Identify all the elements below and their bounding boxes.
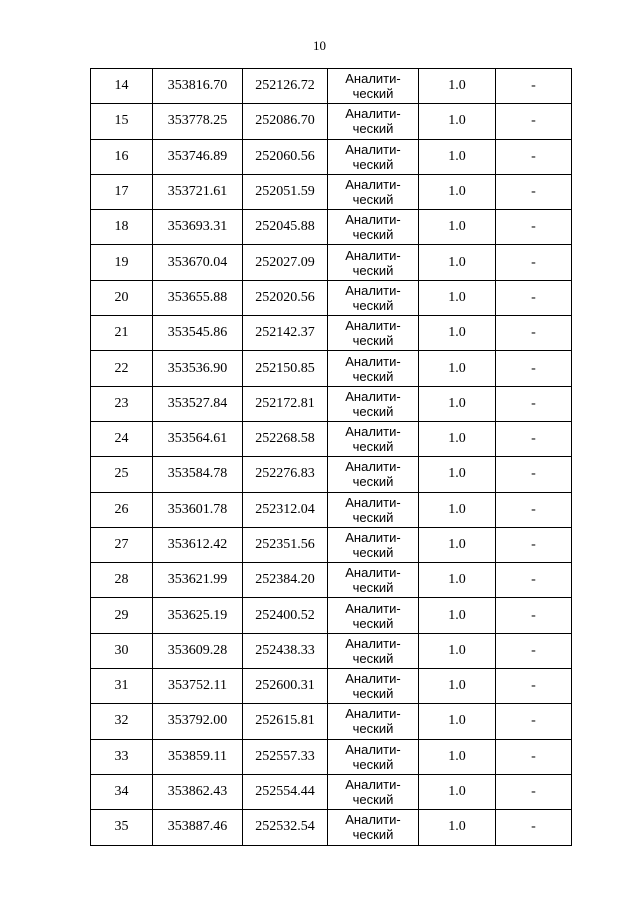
- point-number-cell: 18: [91, 210, 153, 245]
- x-coordinate-cell: 353752.11: [153, 669, 243, 704]
- point-number-cell: 25: [91, 457, 153, 492]
- point-number-cell: 23: [91, 386, 153, 421]
- point-number-cell: 19: [91, 245, 153, 280]
- table-row: [91, 174, 572, 209]
- y-coordinate-cell: 252312.04: [243, 492, 328, 527]
- x-coordinate-cell: 353862.43: [153, 774, 243, 809]
- method-text: ческий: [352, 721, 394, 737]
- accuracy-cell: 1.0: [419, 210, 496, 245]
- accuracy-cell: 1.0: [419, 104, 496, 139]
- method-text: ческий: [352, 297, 394, 313]
- point-number-cell: 15: [91, 104, 153, 139]
- accuracy-cell: 1.0: [419, 316, 496, 351]
- y-coordinate-cell: 252126.72: [243, 69, 328, 104]
- method-text: Аналити-: [345, 671, 401, 687]
- table-row: [91, 245, 572, 280]
- point-number-cell: 35: [91, 810, 153, 845]
- accuracy-cell: 1.0: [419, 669, 496, 704]
- table-row: [91, 598, 572, 633]
- table-row: [91, 316, 572, 351]
- y-coordinate-cell: 252351.56: [243, 527, 328, 562]
- table-row: [91, 810, 572, 845]
- y-coordinate-cell: 252600.31: [243, 669, 328, 704]
- method-text: Аналити-: [345, 424, 401, 440]
- note-cell: -: [496, 316, 572, 351]
- point-number-cell: 32: [91, 704, 153, 739]
- x-coordinate-cell: 353778.25: [153, 104, 243, 139]
- method-text: ческий: [352, 474, 394, 490]
- method-text: Аналити-: [345, 247, 401, 263]
- y-coordinate-cell: 252142.37: [243, 316, 328, 351]
- table-row: [91, 104, 572, 139]
- accuracy-cell: 1.0: [419, 174, 496, 209]
- method-text: Аналити-: [345, 494, 401, 510]
- accuracy-cell: 1.0: [419, 527, 496, 562]
- point-number-cell: 24: [91, 421, 153, 456]
- accuracy-cell: 1.0: [419, 457, 496, 492]
- x-coordinate-cell: 353601.78: [153, 492, 243, 527]
- method-text: Аналити-: [345, 177, 401, 193]
- point-number-cell: 30: [91, 633, 153, 668]
- note-cell: -: [496, 421, 572, 456]
- accuracy-cell: 1.0: [419, 633, 496, 668]
- x-coordinate-cell: 353545.86: [153, 316, 243, 351]
- method-cell: [328, 421, 419, 456]
- accuracy-cell: 1.0: [419, 280, 496, 315]
- note-cell: -: [496, 774, 572, 809]
- note-cell: -: [496, 210, 572, 245]
- note-cell: -: [496, 492, 572, 527]
- method-cell: [328, 104, 419, 139]
- x-coordinate-cell: 353655.88: [153, 280, 243, 315]
- x-coordinate-cell: 353564.61: [153, 421, 243, 456]
- x-coordinate-cell: 353670.04: [153, 245, 243, 280]
- x-coordinate-cell: 353625.19: [153, 598, 243, 633]
- method-text: ческий: [352, 792, 394, 808]
- method-text: ческий: [352, 192, 394, 208]
- method-text: ческий: [352, 545, 394, 560]
- table-row: [91, 633, 572, 668]
- method-cell: [328, 810, 419, 845]
- point-number-cell: 33: [91, 739, 153, 774]
- x-coordinate-cell: 353792.00: [153, 704, 243, 739]
- method-cell: [328, 492, 419, 527]
- y-coordinate-cell: 252554.44: [243, 774, 328, 809]
- note-cell: -: [496, 104, 572, 139]
- y-coordinate-cell: 252438.33: [243, 633, 328, 668]
- table-row: [91, 69, 572, 104]
- x-coordinate-cell: 353527.84: [153, 386, 243, 421]
- y-coordinate-cell: 252532.54: [243, 810, 328, 845]
- y-coordinate-cell: 252400.52: [243, 598, 328, 633]
- table-row: [91, 739, 572, 774]
- table-row: [91, 774, 572, 809]
- method-cell: [328, 280, 419, 315]
- accuracy-cell: 1.0: [419, 598, 496, 633]
- table-row: [91, 280, 572, 315]
- method-cell: [328, 316, 419, 351]
- method-text: ческий: [352, 86, 394, 102]
- table-row: [91, 457, 572, 492]
- accuracy-cell: 1.0: [419, 386, 496, 421]
- method-cell: [328, 210, 419, 245]
- method-text: ческий: [352, 333, 394, 349]
- method-cell: [328, 774, 419, 809]
- accuracy-cell: 1.0: [419, 351, 496, 386]
- point-number-cell: 14: [91, 69, 153, 104]
- method-text: Аналити-: [345, 741, 401, 757]
- note-cell: -: [496, 457, 572, 492]
- table-row: [91, 492, 572, 527]
- method-text: ческий: [352, 262, 394, 278]
- method-cell: [328, 69, 419, 104]
- x-coordinate-cell: 353584.78: [153, 457, 243, 492]
- method-text: ческий: [352, 580, 394, 596]
- coordinates-table-body: [91, 69, 572, 846]
- accuracy-cell: 1.0: [419, 139, 496, 174]
- method-text: ческий: [352, 686, 394, 702]
- note-cell: -: [496, 245, 572, 280]
- method-cell: [328, 704, 419, 739]
- note-cell: -: [496, 739, 572, 774]
- method-cell: [328, 527, 419, 562]
- x-coordinate-cell: 353621.99: [153, 563, 243, 598]
- y-coordinate-cell: 252027.09: [243, 245, 328, 280]
- y-coordinate-cell: 252276.83: [243, 457, 328, 492]
- point-number-cell: 26: [91, 492, 153, 527]
- method-text: Аналити-: [345, 706, 401, 722]
- note-cell: -: [496, 704, 572, 739]
- method-text: Аналити-: [345, 812, 401, 828]
- accuracy-cell: 1.0: [419, 704, 496, 739]
- point-number-cell: 16: [91, 139, 153, 174]
- method-text: ческий: [352, 227, 394, 243]
- table-row: [91, 669, 572, 704]
- accuracy-cell: 1.0: [419, 774, 496, 809]
- method-cell: [328, 139, 419, 174]
- point-number-cell: 21: [91, 316, 153, 351]
- method-cell: [328, 351, 419, 386]
- y-coordinate-cell: 252045.88: [243, 210, 328, 245]
- table-row: [91, 563, 572, 598]
- method-text: Аналити-: [345, 212, 401, 228]
- method-text: Аналити-: [345, 106, 401, 122]
- x-coordinate-cell: 353612.42: [153, 527, 243, 562]
- y-coordinate-cell: 252384.20: [243, 563, 328, 598]
- method-text: Аналити-: [345, 565, 401, 581]
- method-text: ческий: [352, 650, 394, 666]
- method-text: Аналити-: [345, 777, 401, 793]
- page-number: 10: [313, 38, 326, 53]
- note-cell: -: [496, 174, 572, 209]
- y-coordinate-cell: 252051.59: [243, 174, 328, 209]
- table-row: [91, 351, 572, 386]
- method-cell: [328, 669, 419, 704]
- x-coordinate-cell: 353609.28: [153, 633, 243, 668]
- method-text: Аналити-: [345, 388, 401, 404]
- y-coordinate-cell: 252150.85: [243, 351, 328, 386]
- y-coordinate-cell: 252268.58: [243, 421, 328, 456]
- method-cell: [328, 563, 419, 598]
- method-text: Аналити-: [345, 635, 401, 651]
- x-coordinate-cell: 353887.46: [153, 810, 243, 845]
- method-text: ческий: [352, 121, 394, 137]
- accuracy-cell: 1.0: [419, 739, 496, 774]
- note-cell: -: [496, 810, 572, 845]
- x-coordinate-cell: 353721.61: [153, 174, 243, 209]
- accuracy-cell: 1.0: [419, 563, 496, 598]
- table-row: [91, 139, 572, 174]
- y-coordinate-cell: 252020.56: [243, 280, 328, 315]
- y-coordinate-cell: 252557.33: [243, 739, 328, 774]
- method-text: Аналити-: [345, 459, 401, 475]
- method-cell: [328, 633, 419, 668]
- method-cell: [328, 598, 419, 633]
- method-text: ческий: [352, 368, 394, 384]
- method-text: Аналити-: [345, 530, 401, 545]
- method-text: ческий: [352, 156, 394, 172]
- table-row: [91, 527, 572, 562]
- note-cell: -: [496, 598, 572, 633]
- method-text: Аналити-: [345, 282, 401, 298]
- note-cell: -: [496, 563, 572, 598]
- method-cell: [328, 739, 419, 774]
- method-text: ческий: [352, 615, 394, 631]
- x-coordinate-cell: 353859.11: [153, 739, 243, 774]
- method-text: ческий: [352, 403, 394, 419]
- method-text: ческий: [352, 439, 394, 455]
- x-coordinate-cell: 353693.31: [153, 210, 243, 245]
- point-number-cell: 17: [91, 174, 153, 209]
- table-row: [91, 421, 572, 456]
- method-text: Аналити-: [345, 353, 401, 369]
- method-text: Аналити-: [345, 141, 401, 157]
- accuracy-cell: 1.0: [419, 421, 496, 456]
- coordinates-table: [90, 68, 572, 846]
- table-row: [91, 210, 572, 245]
- accuracy-cell: 1.0: [419, 69, 496, 104]
- note-cell: -: [496, 633, 572, 668]
- y-coordinate-cell: 252086.70: [243, 104, 328, 139]
- method-text: Аналити-: [345, 600, 401, 616]
- method-text: ческий: [352, 827, 394, 843]
- note-cell: -: [496, 527, 572, 562]
- table-row: [91, 386, 572, 421]
- point-number-cell: 22: [91, 351, 153, 386]
- note-cell: -: [496, 669, 572, 704]
- method-text: ческий: [352, 509, 394, 525]
- point-number-cell: 20: [91, 280, 153, 315]
- note-cell: -: [496, 280, 572, 315]
- note-cell: -: [496, 351, 572, 386]
- method-text: Аналити-: [345, 318, 401, 334]
- note-cell: -: [496, 386, 572, 421]
- table-row: [91, 704, 572, 739]
- accuracy-cell: 1.0: [419, 810, 496, 845]
- method-text: Аналити-: [345, 71, 401, 87]
- note-cell: -: [496, 139, 572, 174]
- y-coordinate-cell: 252615.81: [243, 704, 328, 739]
- x-coordinate-cell: 353816.70: [153, 69, 243, 104]
- point-number-cell: 31: [91, 669, 153, 704]
- point-number-cell: 28: [91, 563, 153, 598]
- point-number-cell: 29: [91, 598, 153, 633]
- method-cell: [328, 245, 419, 280]
- y-coordinate-cell: 252060.56: [243, 139, 328, 174]
- note-cell: -: [496, 69, 572, 104]
- method-text: ческий: [352, 756, 394, 772]
- accuracy-cell: 1.0: [419, 492, 496, 527]
- method-cell: [328, 174, 419, 209]
- point-number-cell: 34: [91, 774, 153, 809]
- x-coordinate-cell: 353746.89: [153, 139, 243, 174]
- accuracy-cell: 1.0: [419, 245, 496, 280]
- y-coordinate-cell: 252172.81: [243, 386, 328, 421]
- point-number-cell: 27: [91, 527, 153, 562]
- method-cell: [328, 386, 419, 421]
- x-coordinate-cell: 353536.90: [153, 351, 243, 386]
- method-cell: [328, 457, 419, 492]
